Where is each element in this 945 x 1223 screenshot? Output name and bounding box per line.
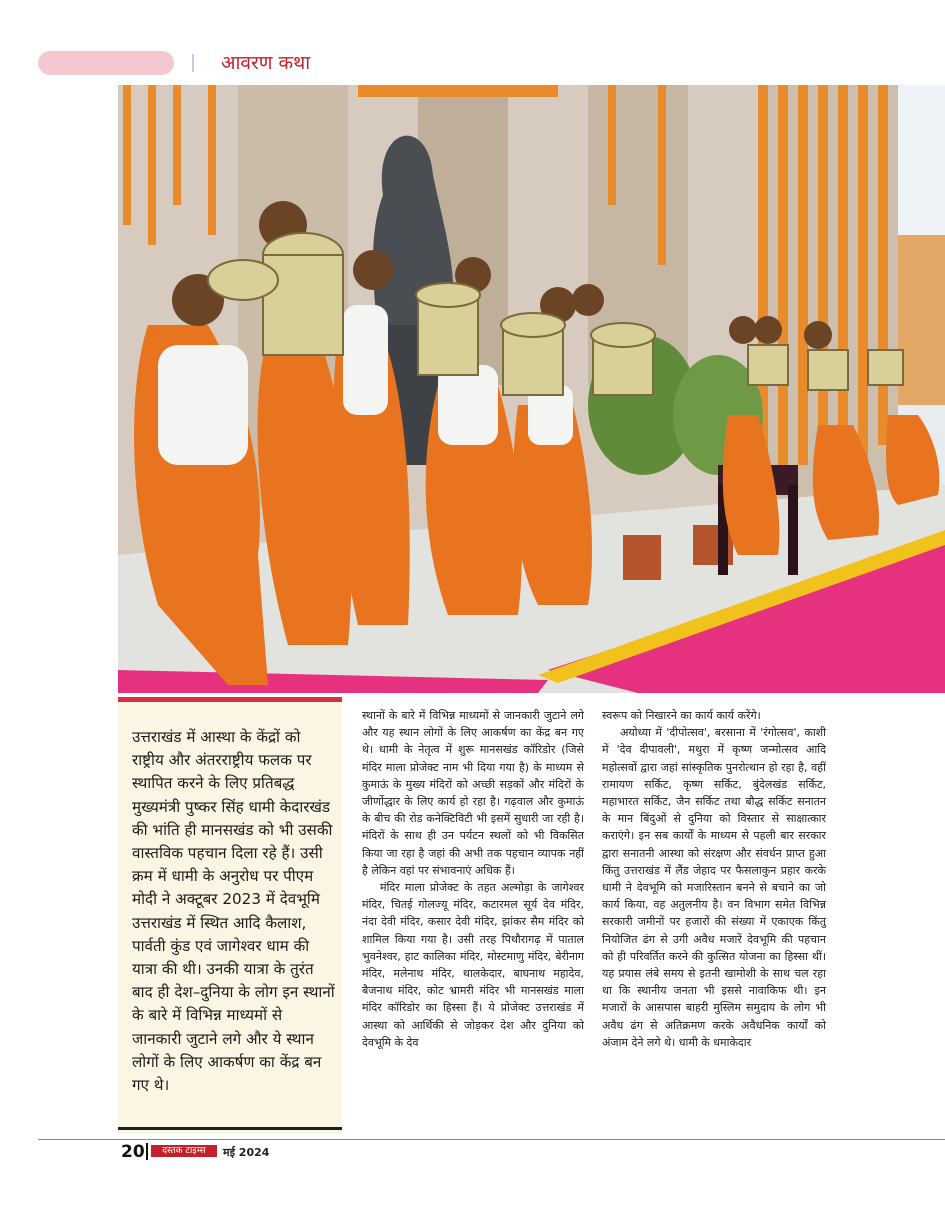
cover-photo (118, 85, 945, 693)
highlight-text: उत्तराखंड में आस्था के केंद्रों को राष्ट्रीय और अंतरराष्ट्रीय फलक पर स्थापित करने के लिए प्रतिबद्ध मुख्यमंत्री पुष्कर सिंह धामी केदारखंड की भांति ही मानसखंड को भी उसकी वास्तविक पहचान दिला रहे हैं। उसी क्रम में धामी के अनुरोध पर पीएम मोदी ने अक्टूबर 2023 में देवभूमि उत्तराखंड में स्थित आदि कैलाश, पार्वती कुंड एवं जागेश्वर धाम की यात्रा की थी। उनकी यात्रा के तुरंत बाद ही देश–दुनिया के लोग इन स्थानों के बारे में विभिन्न माध्यमों से जानकारी जुटाने लगे और ये स्थान लोगों के लिए आकर्षण का केंद्र बन गए थे। (132, 728, 335, 1095)
section-tab-pill (38, 51, 174, 75)
issue-date: मई 2024 (223, 1146, 270, 1159)
highlight-box-bottom-rule (118, 1127, 342, 1130)
footer-divider (146, 1143, 148, 1160)
article-paragraph: अयोध्या में 'दीपोत्सव', बरसाना में 'रंगोत्सव', काशी में 'देव दीपावली', मथुरा में कृष्ण जन्मोत्सव आदि महोत्सवों द्वारा जहां सांस्कृतिक पुनरोत्थान हो रहा है, वहीं रामायण सर्किट, कृष्ण सर्किट, बुंदेलखंड सर्किट, महाभारत सर्किट, जैन सर्किट तथा बौद्ध सर्किट सनातन के मान बिंदुओं से दुनिया को विस्तार से साक्षात्कार कराएंगे। इन सब कार्यों के माध्यम से पहली बार सरकार द्वारा सनातनी आस्था को संरक्षण और संवर्धन प्राप्त हुआ किंतु उत्तराखंड में लैंड जेहाद पर फैसलाकुन प्रहार करके धामी ने देवभूमि को मजारिस्तान बनने से बचाने का जो कार्य किया, वह अतुलनीय है। वन विभाग समेत विभिन्न सरकारी जमीनों पर हजारों की संख्या में एकाएक किंतु नियोजित ढंग से उगी अवैध मजारें देवभूमि की पहचान को ही परिवर्तित करने की कुत्सित योजना का हिस्सा थीं। यह प्रयास लंबे समय से इतनी खामोशी के साथ चल रहा था कि स्थानीय जनता भी इससे नावाकिफ थी। इन मजारों के आसपास बाहरी मुस्लिम समुदाय के लोग भी अवैध ढंग से अतिक्रमण करके अवैधनिक कार्यों को अंजाम देने लगे थे। धामी के धमाकेदार (602, 726, 826, 1049)
highlight-box (118, 697, 342, 1134)
header-separator (192, 54, 194, 72)
article-column-1 (362, 707, 584, 1051)
page-number: 20 (121, 1142, 145, 1162)
magazine-logo: दस्तक टाइम्स (151, 1145, 217, 1157)
article-paragraph: स्वरूप को निखारने का कार्य कार्य करेंगे। (602, 709, 761, 722)
article-column-2 (602, 707, 826, 1051)
article-paragraph: मंदिर माला प्रोजेक्ट के तहत अल्मोड़ा के जागेश्वर मंदिर, चितई गोलज्यू मंदिर, कटारमल सूर्य देव मंदिर, नंदा देवी मंदिर, कसार देवी मंदिर, झांकर सैम मंदिर को शामिल किया गया है। उसी तरह पिथौरागढ़ में पाताल भुवनेश्वर, हाट कालिका मंदिर, मोस्टमाणु मंदिर, बेरीनाग मंदिर, मलेनाथ मंदिर, थालकेदार, बाघनाथ महादेव, बैजनाथ मंदिर, कोट भ्रामरी मंदिर भी मानसखंड माला मंदिर कॉरिडोर का हिस्सा हैं। ये प्रोजेक्ट उत्तराखंड में आस्था को आर्थिकी से जोड़कर देश और दुनिया को देवभूमि के देव (362, 881, 584, 1049)
article-paragraph: स्थानों के बारे में विभिन्न माध्यमों से जानकारी जुटाने लगे और यह स्थान लोगों के लिए आकर्षण का केंद्र बन गए थे। धामी के नेतृत्व में शुरू मानसखंड कॉरिडोर (जिसे मंदिर माला प्रोजेक्ट नाम भी दिया गया है) के माध्यम से कुमाऊं के मुख्य मंदिरों को अच्छी सड़कों और मंदिरों के जीर्णोद्धार के लिए कार्य हो रहा है। गढ़वाल और कुमाऊं के बीच की रोड कनेक्टिविटी भी इसमें सुधारी जा रही है। मंदिरों के साथ ही उन पर्यटन स्थलों को भी विकसित किया जा रहा है जहां की अभी तक पहचान व्यापक नहीं है लेकिन वहां पर संभावनाएं अधिक हैं। (362, 709, 584, 877)
section-title: आवरण कथा (221, 52, 311, 74)
footer-rule (38, 1139, 945, 1140)
